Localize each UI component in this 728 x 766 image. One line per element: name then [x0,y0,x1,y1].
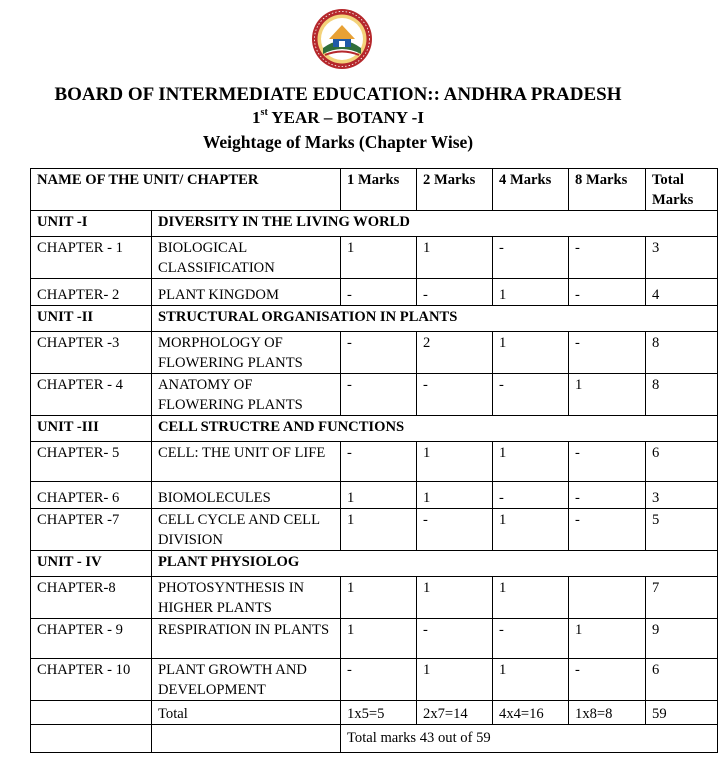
cell-4-marks: 1 [493,279,569,306]
header-4-marks: 4 Marks [493,169,569,211]
chapter-label: CHAPTER -7 [31,509,152,551]
total-8-marks: 1x8=8 [569,701,646,725]
chapter-label: CHAPTER- 2 [31,279,152,306]
chapter-label: CHAPTER- 6 [31,482,152,509]
total-row [31,701,718,725]
chapter-label: CHAPTER - 4 [31,374,152,416]
total-4-marks: 4x4=16 [493,701,569,725]
unit-label: UNIT - IV [31,551,152,577]
chapter-row [31,279,718,306]
unit-label: UNIT -III [31,416,152,442]
unit-row [31,211,718,237]
chapter-row [31,442,718,482]
cell-total-marks: 6 [646,442,718,482]
chapter-title: PLANT GROWTH AND DEVELOPMENT [152,659,341,701]
total-blank-cell [31,701,152,725]
cell-4-marks: 1 [493,659,569,701]
cell-1-marks: 1 [341,237,417,279]
cell-1-marks: - [341,659,417,701]
chapter-title: RESPIRATION IN PLANTS [152,619,341,659]
cell-1-marks: - [341,332,417,374]
chapter-row [31,332,718,374]
chapter-title: MORPHOLOGY OF FLOWERING PLANTS [152,332,341,374]
cell-2-marks: - [417,279,493,306]
cell-1-marks: 1 [341,509,417,551]
chapter-label: CHAPTER -3 [31,332,152,374]
cell-1-marks: 1 [341,577,417,619]
unit-label: UNIT -II [31,306,152,332]
chapter-title: CELL: THE UNIT OF LIFE [152,442,341,482]
chapter-title: ANATOMY OF FLOWERING PLANTS [152,374,341,416]
page-title: BOARD OF INTERMEDIATE EDUCATION:: ANDHRA PRADESH [54,84,622,105]
cell-8-marks: 1 [569,619,646,659]
cell-4-marks: 1 [493,332,569,374]
chapter-row [31,374,718,416]
cell-8-marks [569,577,646,619]
cell-2-marks: - [417,374,493,416]
cell-2-marks: 1 [417,237,493,279]
table-header-row [31,169,718,211]
cell-2-marks: 1 [417,442,493,482]
cell-1-marks: 1 [341,619,417,659]
chapter-row [31,659,718,701]
chapter-label: CHAPTER - 9 [31,619,152,659]
cell-total-marks: 3 [646,482,718,509]
cell-4-marks: 1 [493,577,569,619]
cell-4-marks: 1 [493,509,569,551]
unit-row [31,306,718,332]
cell-4-marks: - [493,619,569,659]
cell-total-marks: 5 [646,509,718,551]
cell-8-marks: - [569,442,646,482]
header-name: NAME OF THE UNIT/ CHAPTER [31,169,341,211]
chapter-label: CHAPTER-8 [31,577,152,619]
cell-total-marks: 4 [646,279,718,306]
cell-total-marks: 7 [646,577,718,619]
chapter-label: CHAPTER- 5 [31,442,152,482]
unit-row [31,551,718,577]
grand-blank-cell [31,725,152,753]
cell-8-marks: - [569,482,646,509]
chapter-row [31,509,718,551]
grand-blank-cell [152,725,341,753]
cell-8-marks: - [569,237,646,279]
chapter-title: PLANT KINGDOM [152,279,341,306]
chapter-row [31,577,718,619]
cell-1-marks: - [341,374,417,416]
chapter-row [31,619,718,659]
cell-total-marks: 3 [646,237,718,279]
table-caption: Weightage of Marks (Chapter Wise) [202,132,474,152]
cell-total-marks: 8 [646,374,718,416]
cell-total-marks: 6 [646,659,718,701]
chapter-title: BIOMOLECULES [152,482,341,509]
cell-2-marks: - [417,619,493,659]
unit-title: STRUCTURAL ORGANISATION IN PLANTS [152,306,718,332]
unit-label: UNIT -I [31,211,152,237]
cell-2-marks: 1 [417,577,493,619]
cell-4-marks: - [493,482,569,509]
cell-2-marks: - [417,509,493,551]
header-2-marks: 2 Marks [417,169,493,211]
cell-total-marks: 8 [646,332,718,374]
unit-row [31,416,718,442]
header-total-marks: Total Marks [646,169,718,211]
cell-8-marks: - [569,509,646,551]
unit-title: DIVERSITY IN THE LIVING WORLD [152,211,718,237]
chapter-label: CHAPTER - 10 [31,659,152,701]
cell-2-marks: 1 [417,659,493,701]
cell-4-marks: - [493,374,569,416]
cell-8-marks: 1 [569,374,646,416]
cell-1-marks: - [341,442,417,482]
year-subject-heading: 1st YEAR – BOTANY -I [252,107,424,127]
chapter-label: CHAPTER - 1 [31,237,152,279]
chapter-title: BIOLOGICAL CLASSIFICATION [152,237,341,279]
total-sum: 59 [646,701,718,725]
chapter-title: PHOTOSYNTHESIS IN HIGHER PLANTS [152,577,341,619]
total-2-marks: 2x7=14 [417,701,493,725]
cell-1-marks: - [341,279,417,306]
chapter-row [31,482,718,509]
cell-4-marks: 1 [493,442,569,482]
marks-weightage-table [30,168,718,753]
cell-1-marks: 1 [341,482,417,509]
header-1-marks: 1 Marks [341,169,417,211]
total-label: Total [152,701,341,725]
header-8-marks: 8 Marks [569,169,646,211]
cell-8-marks: - [569,279,646,306]
grand-total-text: Total marks 43 out of 59 [341,725,718,753]
chapter-title: CELL CYCLE AND CELL DIVISION [152,509,341,551]
cell-8-marks: - [569,659,646,701]
cell-4-marks: - [493,237,569,279]
board-emblem-icon [311,8,373,70]
chapter-row [31,237,718,279]
cell-total-marks: 9 [646,619,718,659]
grand-total-row [31,725,718,753]
cell-8-marks: - [569,332,646,374]
total-1-marks: 1x5=5 [341,701,417,725]
unit-title: PLANT PHYSIOLOG [152,551,718,577]
cell-2-marks: 2 [417,332,493,374]
cell-2-marks: 1 [417,482,493,509]
unit-title: CELL STRUCTRE AND FUNCTIONS [152,416,718,442]
